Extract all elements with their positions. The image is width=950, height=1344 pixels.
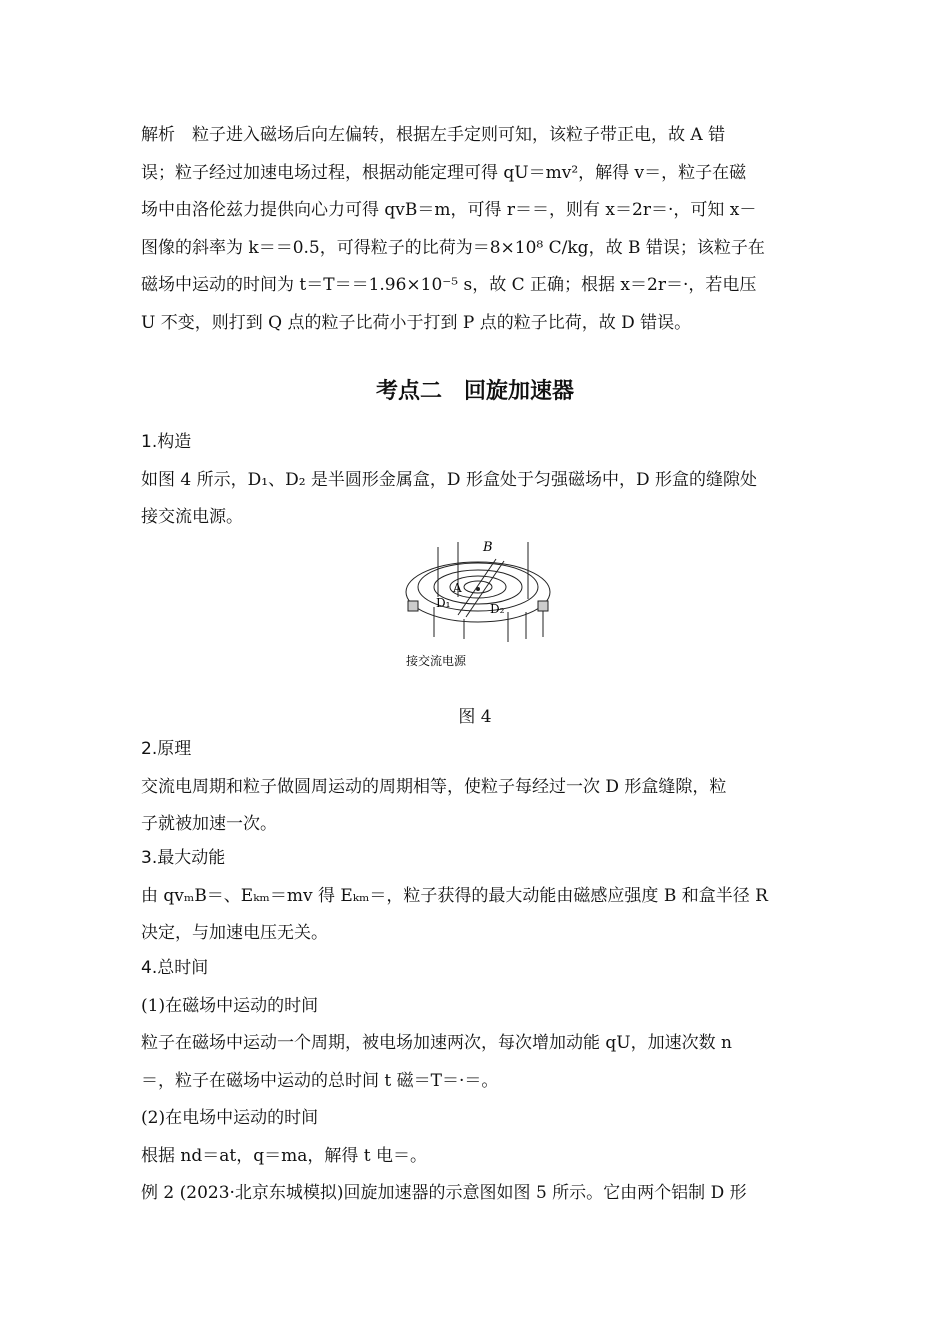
magnetic-time-heading: (1)在磁场中运动的时间 <box>141 995 319 1016</box>
magnetic-time-line: ＝，粒子在磁场中运动的总时间 t 磁＝T＝·＝。 <box>141 1070 499 1091</box>
analysis-paragraph <box>141 117 813 342</box>
electric-time-line: 根据 nd＝at，q＝ma，解得 t 电＝。 <box>141 1145 427 1166</box>
analysis-line: 场中由洛伦兹力提供向心力可得 qvB＝m，可得 r＝＝，则有 x＝2r＝·，可知 x－ <box>141 200 757 220</box>
dee2-edge <box>538 601 548 611</box>
total-time-heading: 4.总时间 <box>141 958 209 978</box>
cyclotron-diagram <box>398 537 558 672</box>
label-b: B <box>483 540 493 555</box>
section-title: 考点二 回旋加速器 <box>375 379 574 404</box>
label-d2: D₂ <box>490 602 505 616</box>
label-a: A <box>453 581 462 595</box>
particle-source-dot <box>476 587 480 591</box>
construction-section <box>141 424 813 537</box>
construction-line: 接交流电源。 <box>141 507 243 527</box>
analysis-line: 磁场中运动的时间为 t＝T＝＝1.96×10⁻⁵ s，故 C 正确；根据 x＝2r＝·，若电压 <box>141 275 757 295</box>
principle-line: 交流电周期和粒子做圆周运动的周期相等，使粒子每经过一次 D 形盒缝隙，粒 <box>141 776 727 797</box>
principle-line: 子就被加速一次。 <box>141 814 277 834</box>
dee1-edge <box>408 601 418 611</box>
analysis-line: 图像的斜率为 k＝＝0.5，可得粒子的比荷为＝8×10⁸ C/kg，故 B 错误；该粒子在 <box>141 237 765 258</box>
figure-caption: 图 4 <box>458 707 492 727</box>
max-energy-section <box>141 840 813 953</box>
max-energy-line: 由 qvₘB＝、Eₖₘ＝mv 得 Eₖₘ＝，粒子获得的最大动能由磁感应强度 B 和盒半径 R <box>141 885 768 906</box>
example-line: 例 2 (2023·北京东城模拟)回旋加速器的示意图如图 5 所示。它由两个铝制 D 形 <box>141 1183 747 1203</box>
analysis-line: U 不变，则打到 Q 点的粒子比荷小于打到 P 点的粒子比荷，故 D 错误。 <box>141 312 692 333</box>
construction-heading: 1.构造 <box>141 432 192 452</box>
construction-line: 如图 4 所示，D₁、D₂ 是半圆形金属盒，D 形盒处于匀强磁场中，D 形盒的缝隙处 <box>141 469 757 490</box>
magnetic-time-line: 粒子在磁场中运动一个周期，被电场加速两次，每次增加动能 qU，加速次数 n <box>141 1033 732 1053</box>
electric-time-heading: (2)在电场中运动的时间 <box>141 1108 319 1128</box>
total-time-section <box>141 950 813 1213</box>
label-d1: D₁ <box>436 596 451 610</box>
max-energy-heading: 3.最大动能 <box>141 848 226 868</box>
principle-section <box>141 731 813 844</box>
analysis-line: 误；粒子经过加速电场过程，根据动能定理可得 qU＝mv²，解得 v＝，粒子在磁 <box>141 162 747 183</box>
principle-heading: 2.原理 <box>141 739 192 759</box>
analysis-line: 解析 粒子进入磁场后向左偏转，根据左手定则可知，该粒子带正电，故 A 错 <box>141 125 726 145</box>
label-ac-source: 接交流电源 <box>406 654 467 668</box>
max-energy-line: 决定，与加速电压无关。 <box>141 923 328 943</box>
